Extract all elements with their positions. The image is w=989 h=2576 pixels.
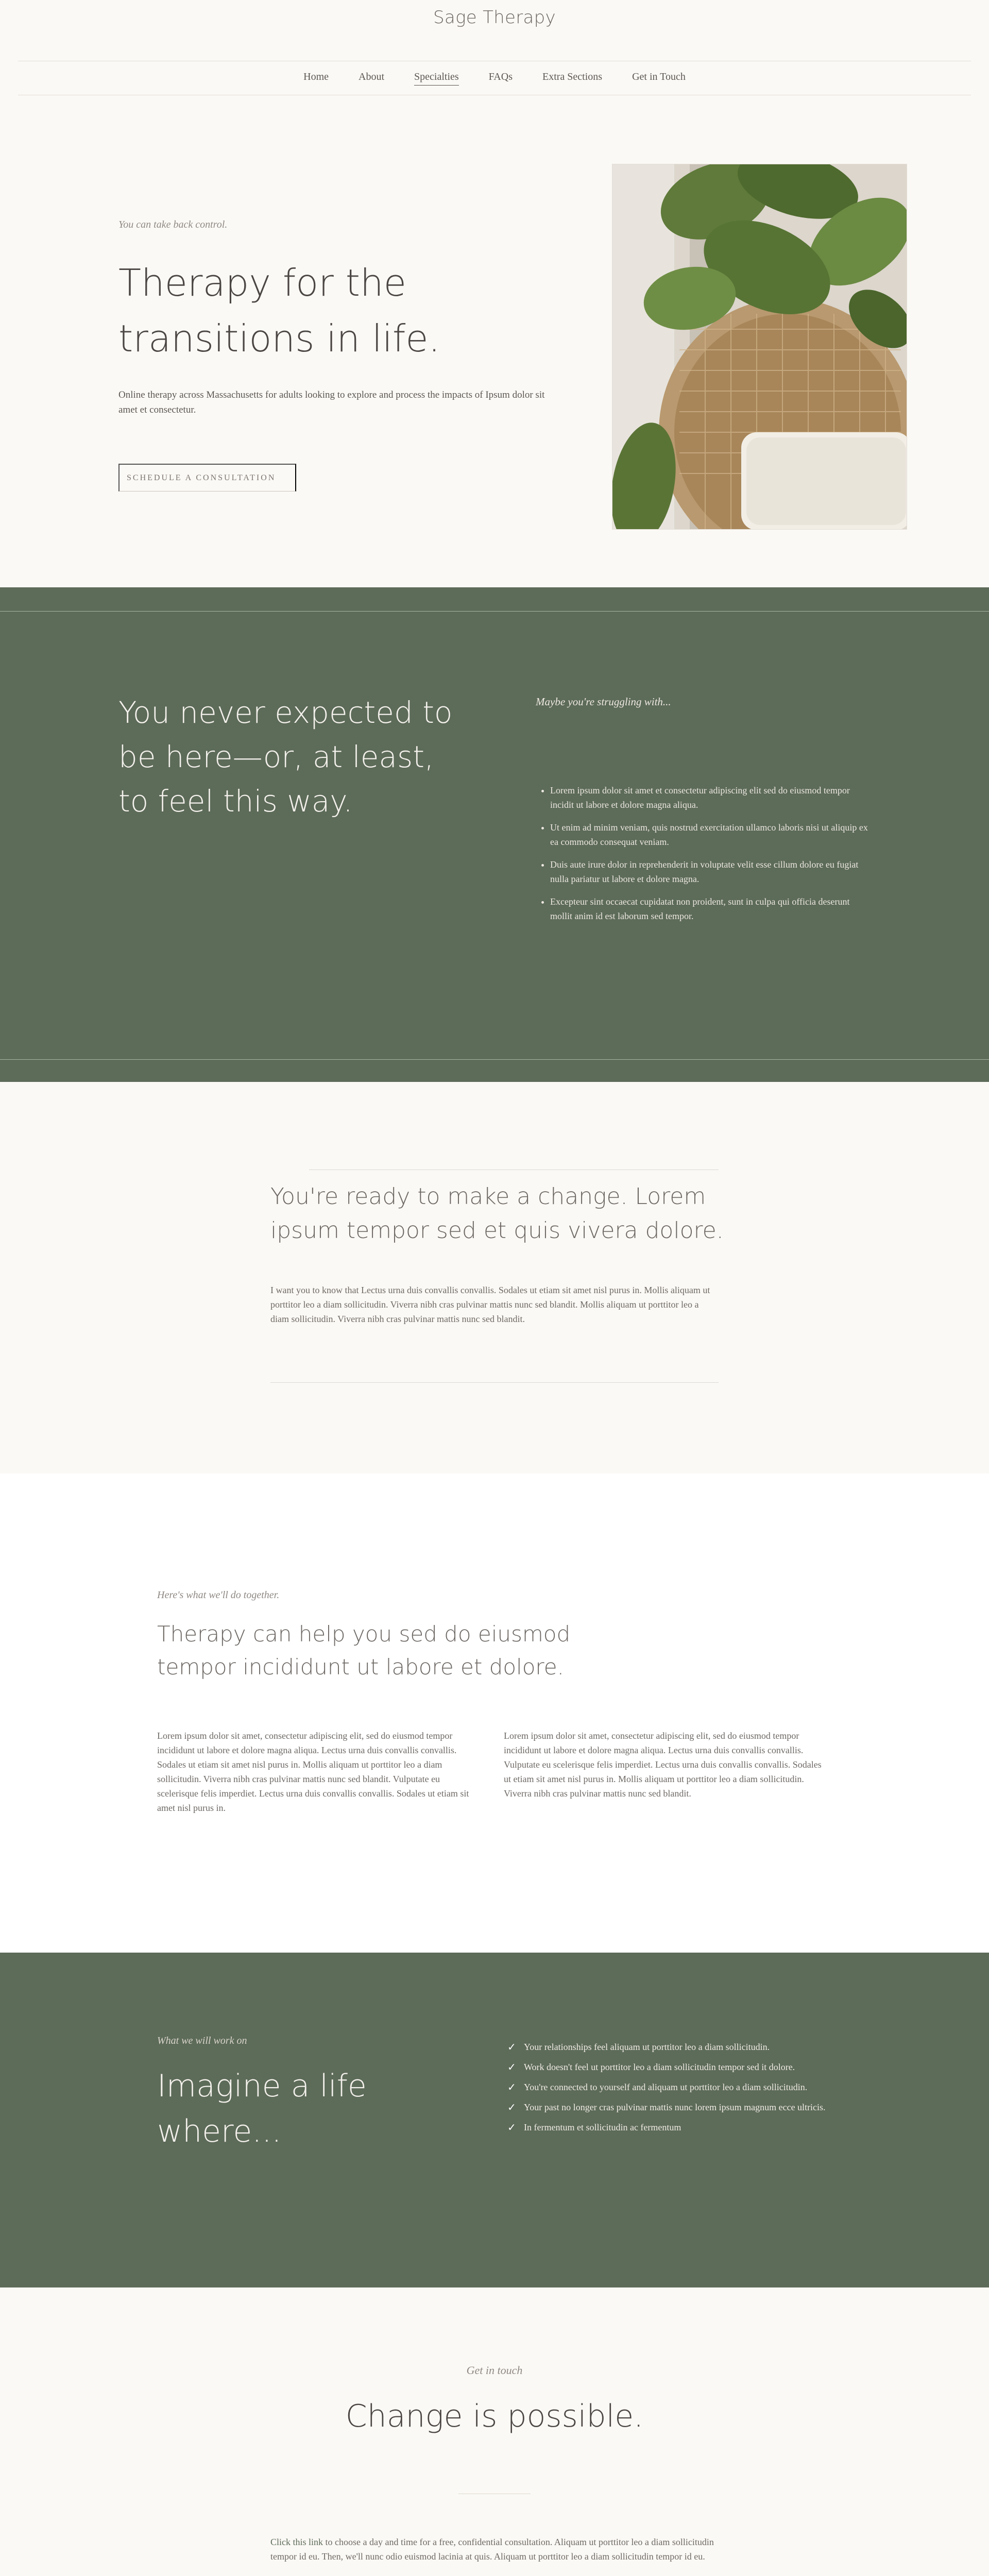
nav-specialties[interactable]: Specialties: [414, 71, 459, 86]
list-item: • Lorem ipsum dolor sit amet et consectetur adipiscing elit sed do eiusmod tempor incidit ut labore et dolore magna aliqua.: [550, 783, 869, 812]
hero-kicker: You can take back control.: [118, 219, 228, 230]
imagine-kicker: What we will work on: [157, 2035, 247, 2046]
nav-get-in-touch[interactable]: Get in Touch: [632, 71, 686, 82]
imagine-title: Imagine a life where...: [157, 2068, 367, 2149]
help-column-left: Lorem ipsum dolor sit amet, consectetur adipiscing elit, sed do eiusmod tempor incididunt ut labore et dolore magna aliqua. Lectus urna duis convallis convallis. Sodales ut etiam sit amet nisl purus in. Mollis aliquam ut porttitor leo a diam sollicitudin. Viverra nibh cras pulvinar mattis nunc sed blandit. Vulputate eu scelerisque felis imperdiet. Lectus urna duis convallis convallis. Sodales ut etiam sit amet nisl purus in.: [157, 1731, 469, 1813]
struggles-kicker: Maybe you're struggling with...: [536, 696, 671, 708]
contact-body: [270, 2535, 719, 2564]
struggles-list: [550, 783, 869, 931]
list-item: • Excepteur sint occaecat cupidatat non proident, sunt in culpa qui officia deserunt mollit anim id est laborum sed tempor.: [550, 894, 869, 923]
nav-home[interactable]: Home: [303, 71, 329, 82]
list-item: • Duis aute irure dolor in reprehenderit in voluptate velit esse cillum dolore eu fugiat nulla pariatur ut labore et dolore magna.: [550, 857, 869, 886]
list-item: • Ut enim ad minim veniam, quis nostrud exercitation ullamco laboris nisi ut aliquip ex ea commodo consequat veniam.: [550, 820, 869, 849]
schedule-consultation-button[interactable]: SCHEDULE A CONSULTATION: [118, 464, 296, 492]
checklist-item: ✓ Your past no longer cras pulvinar mattis nunc lorem ipsum magnum ecce ultricis.: [507, 2100, 837, 2114]
help-title: Therapy can help you sed do eiusmod tempor incididunt ut labore et dolore.: [157, 1621, 571, 1680]
divider: [270, 1382, 719, 1383]
main-nav: [18, 61, 971, 95]
hero-image-plant-chair: [612, 164, 907, 530]
hero-body: Online therapy across Massachusetts for adults looking to explore and process the impacts of Ipsum dolor sit amet et consectetur.: [118, 389, 545, 415]
struggles-title: You never expected to be here—or, at least, to feel this way.: [118, 695, 453, 819]
checklist-item: ✓ Your relationships feel aliquam ut porttitor leo a diam sollicitudin.: [507, 2040, 837, 2054]
ready-body: I want you to know that Lectus urna duis convallis convallis. Sodales ut etiam sit amet nisl purus in. Mollis aliquam ut porttitor leo a diam sollicitudin. Viverra nibh cras pulvinar mattis nunc sed blandit. Mollis aliquam ut porttitor leo a diam sollicitudin. Viverra nibh cras pulvinar mattis nunc sed blandit.: [270, 1285, 710, 1324]
site-title[interactable]: Sage Therapy: [433, 7, 556, 28]
help-section: [0, 1473, 989, 1953]
contact-title: Change is possible.: [345, 2398, 644, 2434]
help-column-right: Lorem ipsum dolor sit amet, consectetur adipiscing elit, sed do eiusmod tempor incididunt ut labore et dolore magna aliqua. Lectus urna duis convallis convallis. Vulputate eu scelerisque felis imperdiet. Lectus urna duis convallis convallis. Sodales ut etiam sit amet nisl purus in. Mollis aliquam ut porttitor leo a diam sollicitudin. Viverra nibh cras pulvinar mattis nunc sed blandit.: [504, 1731, 822, 1799]
contact-body-text: to choose a day and time for a free, confidential consultation. Aliquam ut porttitor leo a diam sollicitudin tempor id eu. Then, we'll nunc odio euismod lacinia at quis. Aliquam ut porttitor leo a diam sollicitudin tempor id eu.: [270, 2537, 714, 2562]
divider: [0, 1059, 989, 1060]
nav-extra-sections[interactable]: Extra Sections: [542, 71, 603, 82]
hero-title: Therapy for the transitions in life.: [118, 261, 440, 360]
imagine-section: [0, 1953, 989, 2287]
contact-kicker: Get in touch: [466, 2364, 523, 2377]
checklist-item: ✓ In fermentum et sollicitudin ac fermentum: [507, 2121, 837, 2134]
divider: [0, 611, 989, 612]
help-kicker: Here's what we'll do together.: [157, 1589, 280, 1601]
nav-about[interactable]: About: [359, 71, 385, 82]
ready-title: You're ready to make a change. Lorem ipsum tempor sed et quis vivera dolore.: [270, 1183, 724, 1244]
consultation-link[interactable]: Click this link: [270, 2537, 323, 2547]
plant-chair-illustration: [612, 164, 907, 530]
imagine-checklist: [507, 2040, 837, 2141]
checklist-item: ✓ Work doesn't feel ut porttitor leo a diam sollicitudin tempor sed it dolore.: [507, 2060, 837, 2074]
checklist-item: ✓ You're connected to yourself and aliquam ut porttitor leo a diam sollicitudin.: [507, 2080, 837, 2094]
nav-faqs[interactable]: FAQs: [488, 71, 513, 82]
